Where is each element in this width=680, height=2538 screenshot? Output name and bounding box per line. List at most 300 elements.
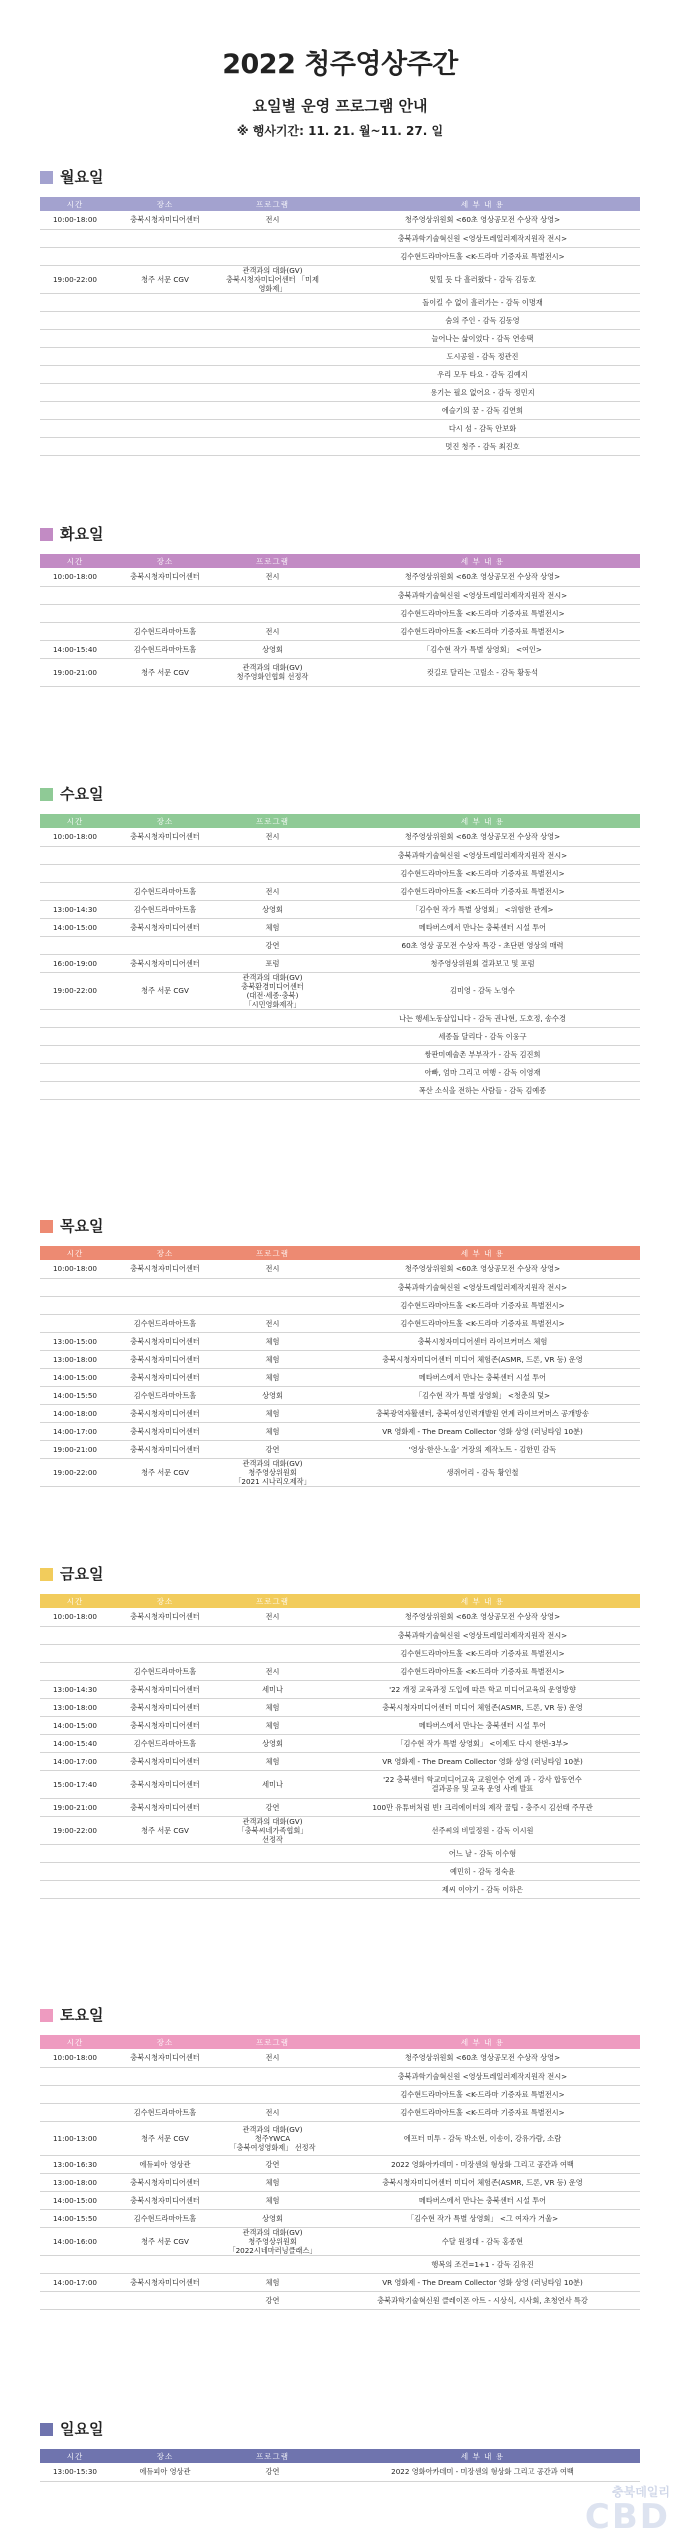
table-row: [40, 247, 640, 265]
column-header: 장소: [110, 1246, 220, 1260]
time-cell: 15:00-17:40: [40, 1770, 110, 1798]
venue-cell: 충북시청자미디어센터: [110, 1798, 220, 1816]
table-header-row: [40, 197, 640, 211]
table-row: [40, 640, 640, 658]
time-cell: 14:00-15:00: [40, 1716, 110, 1734]
time-cell: [40, 1063, 110, 1081]
time-cell: 14:00-15:40: [40, 1734, 110, 1752]
program-cell: [220, 2085, 325, 2103]
table-row: [40, 2049, 640, 2067]
column-header: 세 부 내 용: [325, 1246, 640, 1260]
program-cell: 강연: [220, 1798, 325, 1816]
day-section: [40, 1215, 640, 1487]
table-row: [40, 1644, 640, 1662]
venue-cell: 충북시청자미디어센터: [110, 1368, 220, 1386]
time-cell: 14:00-17:00: [40, 1752, 110, 1770]
program-cell: 체험: [220, 918, 325, 936]
venue-cell: [110, 1009, 220, 1027]
column-header: 장소: [110, 554, 220, 568]
table-row: [40, 972, 640, 1009]
program-cell: 상영회: [220, 1386, 325, 1404]
program-cell: 전시: [220, 1662, 325, 1680]
program-cell: 체험: [220, 1350, 325, 1368]
table-row: [40, 347, 640, 365]
venue-cell: 청주 서문 CGV: [110, 972, 220, 1009]
detail-cell: 다시 섬 - 감독 안보화: [325, 419, 640, 437]
program-cell: 관객과의 대화(GV) 청주영상위원회 「2022시네마러닝클래스」: [220, 2227, 325, 2255]
table-row: [40, 365, 640, 383]
venue-cell: [110, 1045, 220, 1063]
program-cell: 전시: [220, 1608, 325, 1626]
venue-cell: 김수현드라마아트홀: [110, 900, 220, 918]
column-header: 시간: [40, 197, 110, 211]
column-header: 장소: [110, 2449, 220, 2463]
detail-cell: 청주영상위원회 <60초 영상공모전 수상작 상영>: [325, 1260, 640, 1278]
table-row: [40, 954, 640, 972]
table-row: [40, 437, 640, 455]
table-row: [40, 1698, 640, 1716]
program-cell: [220, 1644, 325, 1662]
detail-cell: 김수현드라마아트홀 <K-드라마 기증자료 특별전시>: [325, 2085, 640, 2103]
detail-cell: 생쥐어리 - 감독 황인철: [325, 1458, 640, 1486]
table-row: [40, 2121, 640, 2155]
watermark-mark: CBD: [584, 2497, 670, 2537]
program-cell: 체험: [220, 1368, 325, 1386]
table-row: [40, 1608, 640, 1626]
time-cell: 14:00-15:50: [40, 1386, 110, 1404]
day-color-square-icon: [40, 1220, 53, 1233]
program-cell: 전시: [220, 2103, 325, 2121]
table-row: [40, 1798, 640, 1816]
venue-cell: 에듀피아 영상관: [110, 2155, 220, 2173]
table-row: [40, 1063, 640, 1081]
time-cell: [40, 864, 110, 882]
program-cell: 체험: [220, 1404, 325, 1422]
time-cell: 13:00-18:00: [40, 1698, 110, 1716]
program-cell: [220, 604, 325, 622]
program-cell: 세미나: [220, 1770, 325, 1798]
program-cell: 상영회: [220, 2209, 325, 2227]
time-cell: [40, 347, 110, 365]
detail-cell: 충북과학기술혁신원 <영상트레일러제작지원작 전시>: [325, 586, 640, 604]
venue-cell: 충북시청자미디어센터: [110, 1260, 220, 1278]
program-cell: [220, 419, 325, 437]
day-label: 목요일: [60, 1217, 104, 1235]
detail-cell: 돌이킬 수 없이 흘러가는 - 감독 이명재: [325, 293, 640, 311]
detail-cell: '22 충북센터 학교미디어교육 교원연수 연계 과 - 강사 합동연수 결과공유 및 교육 운영 사례 발표: [325, 1770, 640, 1798]
table-row: [40, 1350, 640, 1368]
venue-cell: [110, 1844, 220, 1862]
table-row: [40, 1009, 640, 1027]
time-cell: 14:00-15:00: [40, 1368, 110, 1386]
detail-cell: 2022 영화아카데미 - 미장센의 형상화 그리고 공간과 여백: [325, 2463, 640, 2481]
time-cell: 13:00-16:30: [40, 2155, 110, 2173]
detail-cell: VR 영화제 - The Dream Collector 영화 상영 (러닝타임 10분): [325, 1752, 640, 1770]
program-cell: 상영회: [220, 900, 325, 918]
detail-cell: 충북과학기술혁신원 <영상트레일러제작지원작 전시>: [325, 229, 640, 247]
detail-cell: VR 영화제 - The Dream Collector 영화 상영 (러닝타임 10분): [325, 1422, 640, 1440]
venue-cell: [110, 2067, 220, 2085]
venue-cell: [110, 1880, 220, 1898]
detail-cell: 김수현드라마아트홀 <K-드라마 기증자료 특별전시>: [325, 864, 640, 882]
detail-cell: 청주영상위원회 <60초 영상공모전 수상작 상영>: [325, 211, 640, 229]
venue-cell: 충북시청자미디어센터: [110, 568, 220, 586]
venue-cell: [110, 1644, 220, 1662]
column-header: 프로그램: [220, 1246, 325, 1260]
table-header-row: [40, 1246, 640, 1260]
table-row: [40, 568, 640, 586]
time-cell: 14:00-15:40: [40, 640, 110, 658]
column-header: 프로그램: [220, 2449, 325, 2463]
time-cell: [40, 586, 110, 604]
time-cell: 10:00-18:00: [40, 828, 110, 846]
table-row: [40, 1770, 640, 1798]
detail-cell: 우리 모두 타요 - 감독 김예지: [325, 365, 640, 383]
program-cell: 강연: [220, 2291, 325, 2309]
column-header: 시간: [40, 2035, 110, 2049]
program-cell: 관객과의 대화(GV) 청주영화인협회 선정작: [220, 658, 325, 686]
detail-cell: 아빠, 엄마 그리고 여행 - 감독 이영재: [325, 1063, 640, 1081]
time-cell: [40, 604, 110, 622]
table-row: [40, 622, 640, 640]
table-row: [40, 604, 640, 622]
detail-cell: 「김수현 작가 특별 상영회」 <그 여자가 거울>: [325, 2209, 640, 2227]
venue-cell: 충북시청자미디어센터: [110, 1404, 220, 1422]
table-row: [40, 293, 640, 311]
schedule-table: [40, 1246, 640, 1487]
day-heading: [40, 1215, 640, 1237]
program-cell: [220, 347, 325, 365]
venue-cell: [110, 437, 220, 455]
program-cell: 체험: [220, 1422, 325, 1440]
venue-cell: [110, 1063, 220, 1081]
venue-cell: [110, 936, 220, 954]
detail-cell: 「김수현 작가 특별 상영회」 <청춘의 덫>: [325, 1386, 640, 1404]
table-row: [40, 2103, 640, 2121]
table-row: [40, 864, 640, 882]
time-cell: 14:00-17:00: [40, 2273, 110, 2291]
program-cell: 전시: [220, 1314, 325, 1332]
day-color-square-icon: [40, 1568, 53, 1581]
time-cell: [40, 1278, 110, 1296]
program-cell: [220, 293, 325, 311]
detail-cell: VR 영화제 - The Dream Collector 영화 상영 (러닝타임 10분): [325, 2273, 640, 2291]
program-cell: 체험: [220, 2273, 325, 2291]
program-cell: 관객과의 대화(GV) 충북시청자미디어센터 「미제 영화제」: [220, 265, 325, 293]
detail-cell: 충북시청자미디어센터 라이브커머스 체험: [325, 1332, 640, 1350]
program-cell: 체험: [220, 2191, 325, 2209]
program-cell: [220, 1081, 325, 1099]
program-cell: [220, 586, 325, 604]
program-cell: [220, 1626, 325, 1644]
detail-cell: 충북시청자미디어센터 미디어 체험존(ASMR, 드론, VR 등) 운영: [325, 1350, 640, 1368]
venue-cell: 김수현드라마아트홀: [110, 1734, 220, 1752]
venue-cell: [110, 1081, 220, 1099]
watermark-logo: [584, 2483, 670, 2537]
table-row: [40, 658, 640, 686]
day-section: [40, 2418, 640, 2482]
program-cell: [220, 1009, 325, 1027]
time-cell: 10:00-18:00: [40, 2049, 110, 2067]
time-cell: [40, 1662, 110, 1680]
detail-cell: 청주영상위원회 <60초 영상공모전 수상작 상영>: [325, 2049, 640, 2067]
venue-cell: [110, 229, 220, 247]
venue-cell: 청주 서문 CGV: [110, 265, 220, 293]
venue-cell: [110, 2291, 220, 2309]
column-header: 시간: [40, 554, 110, 568]
venue-cell: [110, 2255, 220, 2273]
detail-cell: 메타버스에서 만나는 충북센터 시설 투어: [325, 918, 640, 936]
venue-cell: [110, 329, 220, 347]
table-row: [40, 401, 640, 419]
detail-cell: 멋진 청주 - 감독 최진호: [325, 437, 640, 455]
time-cell: [40, 622, 110, 640]
column-header: 프로그램: [220, 197, 325, 211]
table-row: [40, 1332, 640, 1350]
program-cell: 전시: [220, 622, 325, 640]
detail-cell: 청주영상위원회 <60초 영상공모전 수상작 상영>: [325, 568, 640, 586]
column-header: 장소: [110, 197, 220, 211]
time-cell: 16:00-19:00: [40, 954, 110, 972]
time-cell: [40, 311, 110, 329]
day-section: [40, 523, 640, 687]
day-color-square-icon: [40, 528, 53, 541]
program-cell: [220, 1296, 325, 1314]
detail-cell: 충북시청자미디어센터 미디어 체험존(ASMR, 드론, VR 등) 운영: [325, 1698, 640, 1716]
detail-cell: 충북과학기술혁신원 <영상트레일러제작지원작 전시>: [325, 1278, 640, 1296]
column-header: 프로그램: [220, 814, 325, 828]
table-row: [40, 1680, 640, 1698]
venue-cell: 충북시청자미디어센터: [110, 1716, 220, 1734]
detail-cell: 「김수현 작가 특별 상영회」 <위험한 관계>: [325, 900, 640, 918]
program-cell: [220, 2255, 325, 2273]
program-cell: [220, 383, 325, 401]
venue-cell: 에듀피아 영상관: [110, 2463, 220, 2481]
table-header-row: [40, 1594, 640, 1608]
table-row: [40, 329, 640, 347]
day-heading: [40, 783, 640, 805]
time-cell: [40, 846, 110, 864]
detail-cell: 용기는 필요 없어요 - 감독 정민지: [325, 383, 640, 401]
table-row: [40, 1027, 640, 1045]
program-cell: [220, 1063, 325, 1081]
time-cell: 19:00-22:00: [40, 1458, 110, 1486]
time-cell: [40, 1296, 110, 1314]
table-row: [40, 1844, 640, 1862]
time-cell: 14:00-15:00: [40, 918, 110, 936]
program-cell: [220, 2067, 325, 2085]
program-cell: 상영회: [220, 640, 325, 658]
venue-cell: 충북시청자미디어센터: [110, 1332, 220, 1350]
detail-cell: 김수현드라마아트홀 <K-드라마 기증자료 특별전시>: [325, 1662, 640, 1680]
detail-cell: 쌍판미예술촌 부부작가 - 감독 김진희: [325, 1045, 640, 1063]
venue-cell: [110, 586, 220, 604]
table-row: [40, 1045, 640, 1063]
venue-cell: [110, 419, 220, 437]
column-header: 프로그램: [220, 554, 325, 568]
venue-cell: 청주 서문 CGV: [110, 658, 220, 686]
detail-cell: 폭산 소식을 전하는 사람들 - 감독 김예종: [325, 1081, 640, 1099]
table-row: [40, 1440, 640, 1458]
detail-cell: 선주씨의 비밀정원 - 감독 이시원: [325, 1816, 640, 1844]
table-row: [40, 586, 640, 604]
table-row: [40, 2291, 640, 2309]
program-cell: [220, 229, 325, 247]
time-cell: 19:00-22:00: [40, 972, 110, 1009]
time-cell: 10:00-18:00: [40, 1260, 110, 1278]
schedule-table: [40, 1594, 640, 1899]
day-label: 화요일: [60, 525, 104, 543]
venue-cell: [110, 365, 220, 383]
detail-cell: 김수현드라마아트홀 <K-드라마 기증자료 특별전시>: [325, 1314, 640, 1332]
venue-cell: 충북시청자미디어센터: [110, 1440, 220, 1458]
table-row: [40, 1422, 640, 1440]
time-cell: [40, 1009, 110, 1027]
column-header: 시간: [40, 814, 110, 828]
column-header: 세 부 내 용: [325, 2449, 640, 2463]
time-cell: 10:00-18:00: [40, 1608, 110, 1626]
time-cell: [40, 1027, 110, 1045]
time-cell: [40, 882, 110, 900]
program-cell: 강연: [220, 936, 325, 954]
table-row: [40, 1081, 640, 1099]
time-cell: [40, 329, 110, 347]
time-cell: [40, 247, 110, 265]
column-header: 프로그램: [220, 1594, 325, 1608]
detail-cell: 충북광역자활센터, 충북여성인력개발원 연계 라이브커머스 공개방송: [325, 1404, 640, 1422]
day-heading: [40, 2418, 640, 2440]
program-cell: 체험: [220, 2173, 325, 2191]
venue-cell: [110, 846, 220, 864]
program-cell: [220, 329, 325, 347]
program-cell: 전시: [220, 828, 325, 846]
detail-cell: 김수현드라마아트홀 <K-드라마 기증자료 특별전시>: [325, 1296, 640, 1314]
program-cell: 강연: [220, 2463, 325, 2481]
program-cell: 전시: [220, 568, 325, 586]
detail-cell: 메타버스에서 만나는 충북센터 시설 투어: [325, 1368, 640, 1386]
column-header: 장소: [110, 2035, 220, 2049]
venue-cell: 충북시청자미디어센터: [110, 2173, 220, 2191]
program-cell: 체험: [220, 1332, 325, 1350]
venue-cell: 김수현드라마아트홀: [110, 2209, 220, 2227]
program-cell: [220, 1027, 325, 1045]
time-cell: [40, 1314, 110, 1332]
venue-cell: 청주 서문 CGV: [110, 2227, 220, 2255]
detail-cell: 김수현드라마아트홀 <K-드라마 기증자료 특별전시>: [325, 1644, 640, 1662]
detail-cell: 청주영상위원회 결과보고 및 포럼: [325, 954, 640, 972]
day-color-square-icon: [40, 171, 53, 184]
detail-cell: 숨의 주인 - 감독 김동영: [325, 311, 640, 329]
column-header: 장소: [110, 1594, 220, 1608]
table-row: [40, 1386, 640, 1404]
day-heading: [40, 1563, 640, 1585]
venue-cell: 충북시청자미디어센터: [110, 2273, 220, 2291]
venue-cell: [110, 1862, 220, 1880]
time-cell: 13:00-15:30: [40, 2463, 110, 2481]
table-row: [40, 1458, 640, 1486]
program-cell: 관객과의 대화(GV) 청주영상위원회 「2021 시나리오제작」: [220, 1458, 325, 1486]
day-heading: [40, 166, 640, 188]
column-header: 시간: [40, 2449, 110, 2463]
time-cell: 19:00-22:00: [40, 265, 110, 293]
table-row: [40, 846, 640, 864]
table-row: [40, 1260, 640, 1278]
time-cell: [40, 1081, 110, 1099]
time-cell: 19:00-21:00: [40, 1798, 110, 1816]
time-cell: [40, 936, 110, 954]
venue-cell: [110, 604, 220, 622]
table-row: [40, 1404, 640, 1422]
detail-cell: '22 개정 교육과정 도입에 따른 학교 미디어교육의 운영방향: [325, 1680, 640, 1698]
detail-cell: 충북과학기술혁신원 <영상트레일러제작지원작 전시>: [325, 2067, 640, 2085]
venue-cell: 충북시청자미디어센터: [110, 2191, 220, 2209]
page-header: [0, 0, 680, 139]
time-cell: [40, 1644, 110, 1662]
detail-cell: 행복의 조건=1+1 - 감독 김유진: [325, 2255, 640, 2273]
time-cell: [40, 419, 110, 437]
detail-cell: 「김수현 작가 특별 상영회」 <이제도 다시 한번-3부>: [325, 1734, 640, 1752]
page-subtitle: 요일별 운영 프로그램 안내: [252, 97, 428, 115]
table-row: [40, 1296, 640, 1314]
venue-cell: [110, 383, 220, 401]
time-cell: [40, 401, 110, 419]
table-row: [40, 2191, 640, 2209]
time-cell: [40, 229, 110, 247]
detail-cell: '영상·한산·노을' 거장의 제작노트 - 김한민 감독: [325, 1440, 640, 1458]
time-cell: [40, 1862, 110, 1880]
venue-cell: [110, 1027, 220, 1045]
program-cell: [220, 1862, 325, 1880]
time-cell: [40, 1626, 110, 1644]
day-color-square-icon: [40, 788, 53, 801]
time-cell: 14:00-17:00: [40, 1422, 110, 1440]
program-cell: 체험: [220, 1752, 325, 1770]
day-color-square-icon: [40, 2423, 53, 2436]
time-cell: [40, 1844, 110, 1862]
page-title: 2022 청주영상주간: [222, 49, 458, 80]
program-cell: 체험: [220, 1716, 325, 1734]
column-header: 시간: [40, 1246, 110, 1260]
detail-cell: 컷길로 달리는 고릴소 - 감독 황동석: [325, 658, 640, 686]
detail-cell: 잊힐 듯 다 흘러왔다 - 감독 김동호: [325, 265, 640, 293]
table-row: [40, 2067, 640, 2085]
time-cell: 11:00-13:00: [40, 2121, 110, 2155]
time-cell: [40, 293, 110, 311]
venue-cell: 김수현드라마아트홀: [110, 1314, 220, 1332]
table-row: [40, 211, 640, 229]
venue-cell: 충북시청자미디어센터: [110, 954, 220, 972]
time-cell: [40, 2103, 110, 2121]
time-cell: [40, 1045, 110, 1063]
program-cell: 관객과의 대화(GV) 청주YWCA 「충북여성영화제」 선정작: [220, 2121, 325, 2155]
detail-cell: 「김수현 작가 특별 상영회」 <여인>: [325, 640, 640, 658]
time-cell: 19:00-21:00: [40, 1440, 110, 1458]
venue-cell: 충북시청자미디어센터: [110, 211, 220, 229]
table-header-row: [40, 2035, 640, 2049]
table-row: [40, 2463, 640, 2481]
time-cell: 13:00-15:00: [40, 1332, 110, 1350]
day-color-square-icon: [40, 2009, 53, 2022]
venue-cell: [110, 401, 220, 419]
program-cell: 전시: [220, 211, 325, 229]
column-header: 시간: [40, 1594, 110, 1608]
table-header-row: [40, 554, 640, 568]
venue-cell: 충북시청자미디어센터: [110, 828, 220, 846]
detail-cell: 김수현드라마아트홀 <K-드라마 기증자료 특별전시>: [325, 882, 640, 900]
time-cell: 10:00-18:00: [40, 568, 110, 586]
table-row: [40, 2227, 640, 2255]
detail-cell: 어느 날 - 감독 이수형: [325, 1844, 640, 1862]
